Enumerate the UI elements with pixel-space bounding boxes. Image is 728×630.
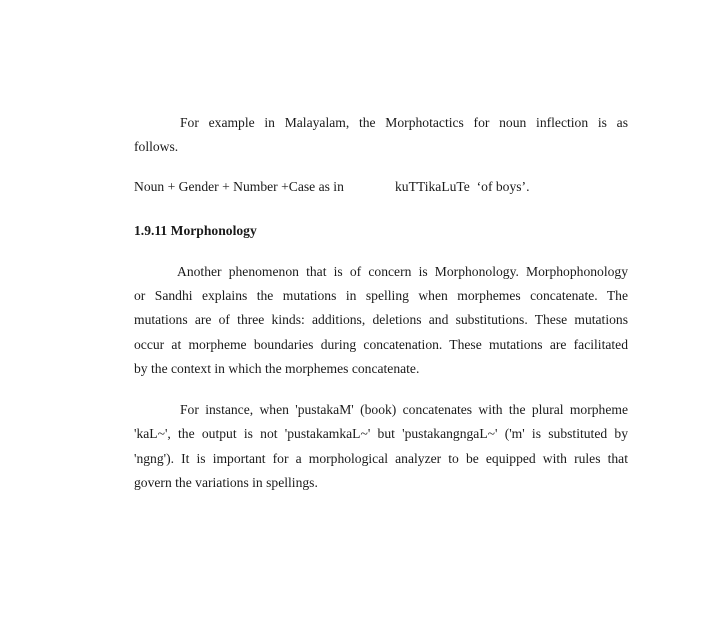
paragraph-line: mutations are of three kinds: additions, deletions and substitutions. These mutations xyxy=(134,312,628,327)
paragraph-line: 'kaL~', the output is not 'pustakamkaL~' but 'pustakangngaL~' ('m' is substituted by xyxy=(134,426,628,441)
paragraph-line: by the context in which the morphemes concatenate. xyxy=(134,361,420,376)
example-formula: Noun + Gender + Number +Case as in xyxy=(134,179,344,194)
paragraph-line: For instance, when 'pustakaM' (book) concatenates with the plural morpheme xyxy=(180,402,628,417)
paragraph-line: occur at morpheme boundaries during concatenation. These mutations are facilitated xyxy=(134,337,628,352)
example-word-text: kuTTikaLuTe xyxy=(395,179,470,194)
paragraph-line: 'ngng'). It is important for a morphological analyzer to be equipped with rules that xyxy=(134,451,628,466)
example-gloss: ‘of boys’. xyxy=(476,179,530,194)
paragraph-line: follows. xyxy=(134,139,179,154)
paragraph-line: or Sandhi explains the mutations in spelling when morphemes concatenate. The xyxy=(134,288,628,303)
section-heading: 1.9.11 Morphonology xyxy=(134,223,257,238)
paragraph-line: For example in Malayalam, the Morphotactics for noun inflection is as xyxy=(180,115,628,130)
example-word xyxy=(395,178,529,196)
paragraph-line: Another phenomenon that is of concern is Morphonology. Morphophonology xyxy=(177,264,628,279)
paragraph-line: govern the variations in spellings. xyxy=(134,475,318,490)
